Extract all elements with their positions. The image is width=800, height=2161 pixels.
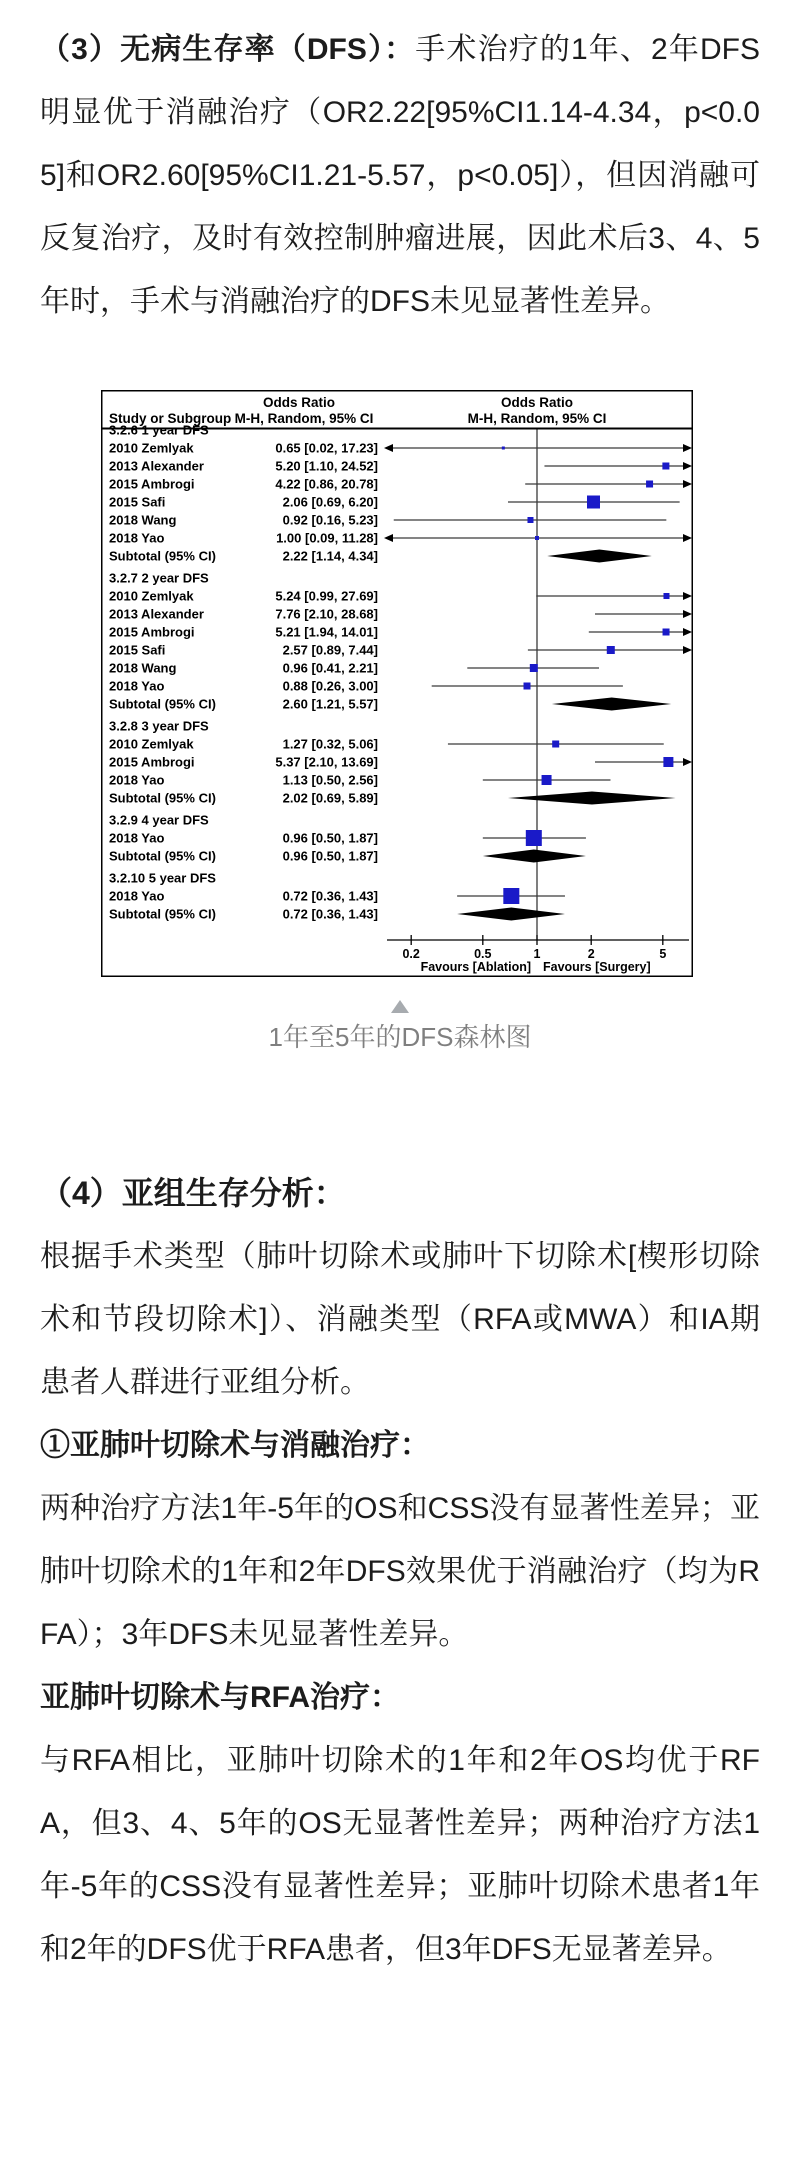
paragraph-sublobar-rfa: 与RFA相比，亚肺叶切除术的1年和2年OS均优于RFA，但3、4、5年的OS无显著性差异；两种治疗方法1年-5年的CSS没有显著性差异；亚肺叶切除术患者1年和2年的DFS优于RFA患者，但3年DFS无显著差异。 bbox=[40, 1744, 760, 1966]
paragraph-sublobar-ablation: 两种治疗方法1年-5年的OS和CSS没有显著性差异；亚肺叶切除术的1年和2年DFS效果优于消融治疗（均为RFA）；3年DFS未见显著性差异。 bbox=[40, 1492, 760, 1651]
svg-text:Subtotal (95% CI): Subtotal (95% CI) bbox=[109, 790, 216, 806]
svg-text:0.96 [0.50, 1.87]: 0.96 [0.50, 1.87] bbox=[282, 848, 378, 864]
svg-text:0.65 [0.02, 17.23]: 0.65 [0.02, 17.23] bbox=[275, 440, 378, 456]
svg-text:2: 2 bbox=[587, 947, 595, 961]
caret-up-icon bbox=[391, 1000, 409, 1013]
svg-text:5.24 [0.99, 27.69]: 5.24 [0.99, 27.69] bbox=[275, 588, 378, 604]
svg-text:Odds Ratio: Odds Ratio bbox=[262, 395, 336, 410]
paragraph-dfs-text: 手术治疗的1年、2年DFS明显优于消融治疗（OR2.22[95%CI1.14-4.34，p<0.05]和OR2.60[95%CI1.21-5.57，p<0.05]），但因消融可反复治疗，及时有效控制肿瘤进展，因此术后3、4、5年时，手术与消融治疗的DFS未见显著性差异。 bbox=[40, 33, 761, 318]
svg-text:3.2.9 4 year DFS: 3.2.9 4 year DFS bbox=[109, 812, 209, 828]
svg-text:1.00 [0.09, 11.28]: 1.00 [0.09, 11.28] bbox=[276, 530, 378, 546]
svg-text:2018 Yao: 2018 Yao bbox=[109, 888, 165, 904]
svg-text:M-H, Random, 95% CI: M-H, Random, 95% CI bbox=[234, 411, 374, 426]
svg-text:0.5: 0.5 bbox=[474, 947, 492, 961]
svg-text:1.13 [0.50, 2.56]: 1.13 [0.50, 2.56] bbox=[282, 772, 378, 788]
svg-text:0.2: 0.2 bbox=[402, 947, 420, 961]
svg-text:2018 Yao: 2018 Yao bbox=[109, 772, 165, 788]
svg-text:3.2.6 1 year DFS: 3.2.6 1 year DFS bbox=[109, 422, 209, 438]
svg-text:0.72 [0.36, 1.43]: 0.72 [0.36, 1.43] bbox=[282, 906, 378, 922]
paragraph-dfs bbox=[40, 18, 760, 333]
svg-text:2010 Zemlyak: 2010 Zemlyak bbox=[109, 736, 194, 752]
svg-text:2010 Zemlyak: 2010 Zemlyak bbox=[109, 588, 194, 604]
svg-text:0.88 [0.26, 3.00]: 0.88 [0.26, 3.00] bbox=[282, 678, 378, 694]
svg-text:1: 1 bbox=[533, 947, 541, 961]
svg-text:2015 Ambrogi: 2015 Ambrogi bbox=[109, 754, 195, 770]
svg-text:2013 Alexander: 2013 Alexander bbox=[109, 458, 204, 474]
section-heading-subgroup: （4）亚组生存分析： bbox=[40, 1175, 346, 1211]
svg-text:5.20 [1.10, 24.52]: 5.20 [1.10, 24.52] bbox=[275, 458, 378, 474]
svg-text:Study or Subgroup: Study or Subgroup bbox=[109, 411, 232, 426]
svg-text:2.02 [0.69, 5.89]: 2.02 [0.69, 5.89] bbox=[282, 790, 378, 806]
svg-text:2015 Safi: 2015 Safi bbox=[109, 494, 166, 510]
svg-text:3.2.8 3 year DFS: 3.2.8 3 year DFS bbox=[109, 718, 209, 734]
forest-plot bbox=[101, 390, 693, 977]
svg-text:2015 Ambrogi: 2015 Ambrogi bbox=[109, 476, 195, 492]
paragraph-dfs-lead: （3）无病生存率（DFS）： bbox=[40, 33, 416, 66]
svg-text:Subtotal (95% CI): Subtotal (95% CI) bbox=[109, 906, 216, 922]
svg-text:2.06 [0.69, 6.20]: 2.06 [0.69, 6.20] bbox=[282, 494, 378, 510]
svg-text:7.76 [2.10, 28.68]: 7.76 [2.10, 28.68] bbox=[275, 606, 378, 622]
svg-text:3.2.10 5 year DFS: 3.2.10 5 year DFS bbox=[109, 870, 216, 886]
forest-plot-figure bbox=[40, 390, 760, 1055]
svg-text:2018 Yao: 2018 Yao bbox=[109, 830, 165, 846]
svg-text:Favours [Surgery]: Favours [Surgery] bbox=[543, 960, 651, 974]
svg-text:2018 Wang: 2018 Wang bbox=[109, 512, 177, 528]
subheading-sublobar-vs-ablation: ①亚肺叶切除术与消融治疗： bbox=[40, 1429, 430, 1462]
svg-text:2018 Yao: 2018 Yao bbox=[109, 530, 165, 546]
svg-text:1.27 [0.32, 5.06]: 1.27 [0.32, 5.06] bbox=[282, 736, 378, 752]
svg-text:2015 Safi: 2015 Safi bbox=[109, 642, 166, 658]
svg-text:2.57 [0.89, 7.44]: 2.57 [0.89, 7.44] bbox=[282, 642, 378, 658]
svg-text:Favours [Ablation]: Favours [Ablation] bbox=[420, 960, 531, 974]
svg-text:2018 Wang: 2018 Wang bbox=[109, 660, 177, 676]
svg-text:0.92 [0.16, 5.23]: 0.92 [0.16, 5.23] bbox=[282, 512, 378, 528]
svg-text:5.37 [2.10, 13.69]: 5.37 [2.10, 13.69] bbox=[275, 754, 378, 770]
paragraph-subgroup-intro: 根据手术类型（肺叶切除术或肺叶下切除术[楔形切除术和节段切除术]）、消融类型（RFA或MWA）和IA期患者人群进行亚组分析。 bbox=[40, 1240, 760, 1399]
svg-text:2.60 [1.21, 5.57]: 2.60 [1.21, 5.57] bbox=[282, 696, 378, 712]
svg-text:2.22 [1.14, 4.34]: 2.22 [1.14, 4.34] bbox=[282, 548, 378, 564]
svg-text:5: 5 bbox=[659, 947, 667, 961]
svg-text:0.96 [0.41, 2.21]: 0.96 [0.41, 2.21] bbox=[282, 660, 378, 676]
svg-text:M-H, Random, 95% CI: M-H, Random, 95% CI bbox=[467, 411, 607, 426]
svg-text:5.21 [1.94, 14.01]: 5.21 [1.94, 14.01] bbox=[275, 624, 378, 640]
svg-text:2010 Zemlyak: 2010 Zemlyak bbox=[109, 440, 194, 456]
figure-caption: 1年至5年的DFS森林图 bbox=[268, 1022, 532, 1052]
subheading-sublobar-vs-rfa: 亚肺叶切除术与RFA治疗： bbox=[40, 1681, 400, 1714]
svg-text:Subtotal (95% CI): Subtotal (95% CI) bbox=[109, 848, 216, 864]
svg-text:Odds Ratio: Odds Ratio bbox=[500, 395, 574, 410]
svg-text:4.22 [0.86, 20.78]: 4.22 [0.86, 20.78] bbox=[275, 476, 378, 492]
svg-text:Subtotal (95% CI): Subtotal (95% CI) bbox=[109, 548, 216, 564]
svg-text:3.2.7 2 year DFS: 3.2.7 2 year DFS bbox=[109, 570, 209, 586]
svg-text:2018 Yao: 2018 Yao bbox=[109, 678, 165, 694]
svg-text:0.96 [0.50, 1.87]: 0.96 [0.50, 1.87] bbox=[282, 830, 378, 846]
article-body bbox=[0, 18, 800, 1991]
svg-text:0.72 [0.36, 1.43]: 0.72 [0.36, 1.43] bbox=[282, 888, 378, 904]
svg-text:Subtotal (95% CI): Subtotal (95% CI) bbox=[109, 696, 216, 712]
svg-text:2015 Ambrogi: 2015 Ambrogi bbox=[109, 624, 195, 640]
svg-text:2013 Alexander: 2013 Alexander bbox=[109, 606, 204, 622]
